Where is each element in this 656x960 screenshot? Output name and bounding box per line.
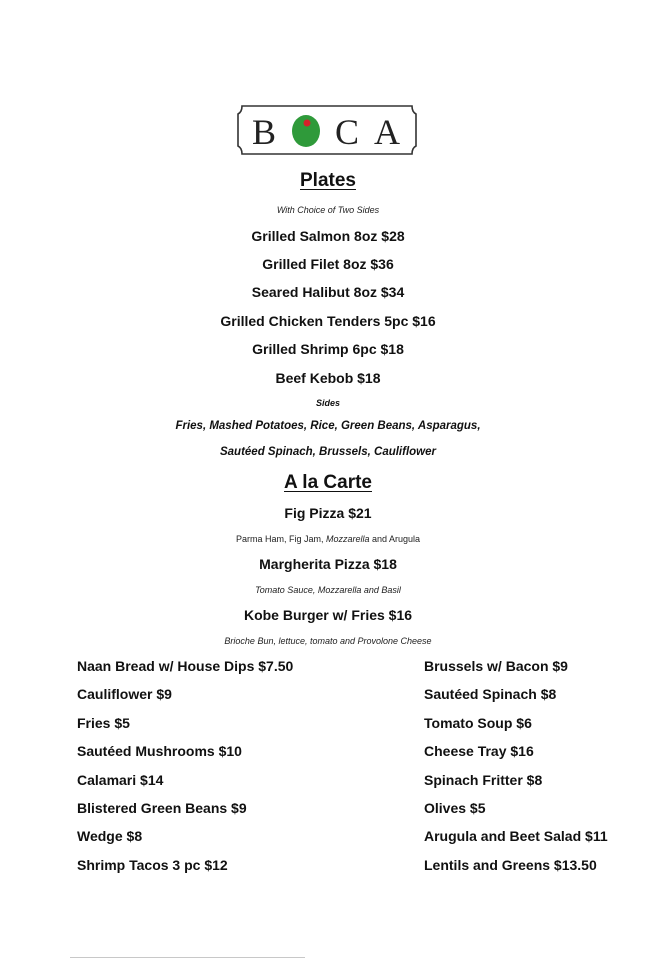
left-menu-item: Wedge $8	[77, 828, 143, 844]
right-menu-item: Brussels w/ Bacon $9	[424, 658, 568, 674]
plate-item: Grilled Filet 8oz $36	[262, 256, 394, 272]
logo-letter-b: B	[251, 112, 277, 152]
plates-subtitle: With Choice of Two Sides	[276, 205, 380, 215]
carte-item: Fig Pizza $21	[284, 505, 372, 521]
sides-line: Fries, Mashed Potatoes, Rice, Green Beans, Asparagus,	[175, 420, 481, 432]
carte-item-desc: Brioche Bun, lettuce, tomato and Provolone Cheese	[224, 636, 432, 646]
plates-title: Plates	[300, 170, 356, 191]
sides-label: Sides	[315, 398, 340, 408]
left-menu-item: Shrimp Tacos 3 pc $12	[77, 857, 228, 873]
left-menu-item: Cauliflower $9	[77, 686, 172, 702]
right-menu-item: Arugula and Beet Salad $11	[424, 828, 608, 844]
left-menu-item: Fries $5	[77, 715, 130, 731]
plate-item: Seared Halibut 8oz $34	[251, 284, 405, 300]
plate-item: Grilled Shrimp 6pc $18	[252, 341, 404, 357]
boca-logo	[236, 104, 418, 156]
right-menu-item: Spinach Fritter $8	[424, 772, 543, 788]
left-menu-item: Blistered Green Beans $9	[77, 800, 247, 816]
right-menu-item: Sautéed Spinach $8	[424, 686, 557, 702]
a-la-carte-title: A la Carte	[284, 472, 372, 493]
plate-item: Beef Kebob $18	[275, 370, 381, 386]
carte-item-desc: Parma Ham, Fig Jam, Mozzarella and Arugula	[235, 534, 421, 544]
carte-item-desc: Tomato Sauce, Mozzarella and Basil	[255, 585, 401, 595]
right-menu-item: Cheese Tray $16	[424, 743, 534, 759]
right-menu-item: Tomato Soup $6	[424, 715, 532, 731]
plate-item: Grilled Chicken Tenders 5pc $16	[220, 313, 436, 329]
logo-letter-c: C	[334, 112, 360, 152]
logo-letter-a: A	[374, 112, 400, 152]
footer-divider	[70, 957, 305, 958]
right-menu-item: Lentils and Greens $13.50	[424, 857, 597, 873]
right-menu-item: Olives $5	[424, 800, 486, 816]
sides-line: Sautéed Spinach, Brussels, Cauliflower	[219, 446, 436, 458]
left-menu-item: Sautéed Mushrooms $10	[77, 743, 242, 759]
carte-item: Margherita Pizza $18	[259, 556, 397, 572]
plate-item: Grilled Salmon 8oz $28	[251, 228, 405, 244]
left-menu-item: Naan Bread w/ House Dips $7.50	[77, 658, 294, 674]
pimento-icon	[304, 120, 311, 127]
carte-item: Kobe Burger w/ Fries $16	[243, 607, 413, 623]
left-menu-item: Calamari $14	[77, 772, 164, 788]
